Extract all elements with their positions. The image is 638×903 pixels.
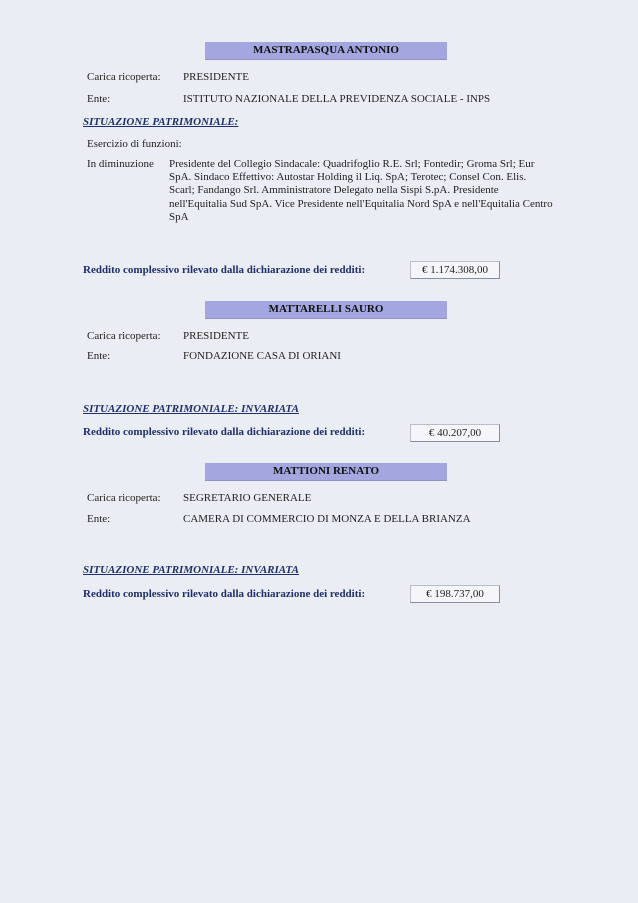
carica-value: PRESIDENTE — [183, 330, 249, 342]
situazione-patrimoniale-heading: SITUAZIONE PATRIMONIALE: INVARIATA — [83, 564, 299, 576]
esercizio-funzioni-label: Esercizio di funzioni: — [87, 138, 182, 150]
carica-label: Carica ricoperta: — [87, 492, 161, 504]
reddito-label: Reddito complessivo rilevato dalla dichiarazione dei redditi: — [83, 588, 366, 600]
carica-label: Carica ricoperta: — [87, 330, 161, 342]
situazione-patrimoniale-heading: SITUAZIONE PATRIMONIALE: — [83, 116, 239, 128]
ente-value: FONDAZIONE CASA DI ORIANI — [183, 350, 341, 362]
person-name-header: MASTRAPASQUA ANTONIO — [205, 42, 447, 60]
reddito-label: Reddito complessivo rilevato dalla dichiarazione dei redditi: — [83, 426, 366, 438]
carica-label: Carica ricoperta: — [87, 71, 161, 83]
ente-value: CAMERA DI COMMERCIO DI MONZA E DELLA BRIANZA — [183, 513, 471, 525]
carica-value: SEGRETARIO GENERALE — [183, 492, 312, 504]
diminuzione-label: In diminuzione — [87, 158, 154, 170]
ente-label: Ente: — [87, 513, 111, 525]
ente-label: Ente: — [87, 350, 111, 362]
situazione-patrimoniale-heading: SITUAZIONE PATRIMONIALE: INVARIATA — [83, 403, 299, 415]
carica-value: PRESIDENTE — [183, 71, 249, 83]
reddito-value-box: € 40.207,00 — [410, 424, 500, 442]
person-name-header: MATTIONI RENATO — [205, 463, 447, 481]
reddito-value-box: € 198.737,00 — [410, 585, 500, 603]
diminuzione-text: Presidente del Collegio Sindacale: Quadrifoglio R.E. Srl; Fontedir; Groma Srl; Eur SpA. Sindaco Effettivo: Autostar Holding il Liq. SpA; Terotec; Consel Con. Elis. Scarl; Fandango Srl. Amministratore Delegato nella Sispi S.pA. Presidente nell'Equitalia Sud SpA. Vice Presidente nell'Equitalia Nord SpA e nell'Equitalia Centro SpA — [169, 158, 553, 223]
person-name-header: MATTARELLI SAURO — [205, 301, 447, 319]
ente-label: Ente: — [87, 93, 111, 105]
ente-value: ISTITUTO NAZIONALE DELLA PREVIDENZA SOCIALE - INPS — [183, 93, 491, 105]
reddito-value-box: € 1.174.308,00 — [410, 261, 500, 279]
reddito-label: Reddito complessivo rilevato dalla dichiarazione dei redditi: — [83, 264, 366, 276]
